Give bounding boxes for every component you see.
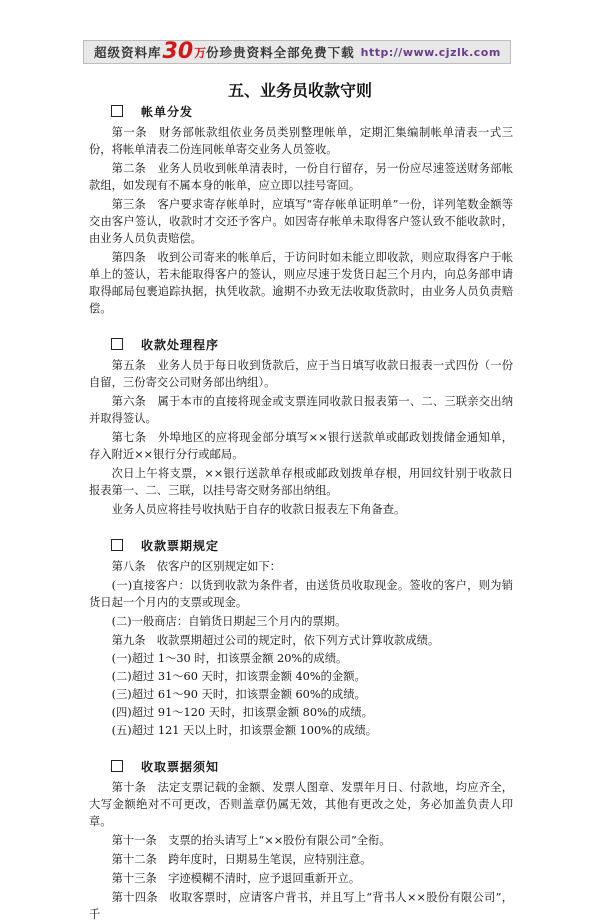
article-paragraph: 次日上午将支票，××银行送款单存根或邮政划拨单存根，用回纹针别于收款日报表第一、二、三联，以挂号寄交财务部出纳组。 [89,467,513,497]
article-paragraph: 第十二条 跨年度时，日期易生笔误，应特别注意。 [111,853,372,866]
article-paragraph: 第七条 外埠地区的应将现金部分填写××银行送款单或邮政划拨储金通知单，存入附近××银行分行或邮局。 [89,431,513,461]
article-paragraph: (一)直接客户：以货到收款为条件者，由送货员收取现金。签收的客户，则为销货日起一个月内的支票或现金。 [89,579,513,609]
article-paragraph: 第四条 收到公司寄来的帐单后，于访问时如未能立即收款，则应取得客户于帐单上的签认，若未能取得客户的签认，则应尽速于发货日起三个月内，向总务部申请取得邮局包裹追踪执据，执凭收款。逾期不办致无法收取货款时，由业务人员负责赔偿。 [89,251,513,315]
section-heading: 收取票据须知 [89,759,513,775]
banner-unit: 万 [194,45,207,60]
article-paragraph: 第一条 财务部帐款组依业务员类别整理帐单，定期汇集编制帐单清表一式三份，将帐单清表二份连同帐单寄交业务人员签收。 [89,126,513,156]
article-paragraph: 第九条 收款票期超过公司的规定时，依下列方式计算收款成绩。 [111,634,440,647]
article-paragraph: 第十三条 字迹模糊不清时，应予退回重新开立。 [111,872,361,885]
checkbox-square-icon [111,105,123,117]
download-banner[interactable] [83,40,511,64]
article-paragraph: 第十一条 支票的抬头请写上“××股份有限公司”全衔。 [111,834,391,847]
section-heading: 收款票期规定 [89,538,513,554]
checkbox-square-icon [111,760,123,772]
banner-url[interactable]: http://www.cjzlk.com [360,45,501,59]
banner-number: 30 [162,40,194,64]
article-paragraph: (二)一般商店：自销货日期起三个月内的票期。 [111,615,347,628]
article-paragraph: 业务人员应将挂号收执贴于自存的收款日报表左下角备查。 [111,503,406,516]
article-paragraph: 第八条 依客户的区别规定如下： [111,560,282,573]
article-paragraph: 第十四条 收取客票时，应请客户背书，并且写上“背书人××股份有限公司”，千 [89,891,513,921]
list-item: (四)超过 91～120 天时，扣该票金额 80%的成绩。 [111,706,373,719]
article-paragraph: 第五条 业务人员于每日收到货款后，应于当日填写收款日报表一式四份（一份自留，三份寄交公司财务部出纳组）。 [89,359,513,389]
banner-suffix: 份珍贵资料全部免费下载 [206,45,355,60]
list-item: (三)超过 61～90 天时，扣该票金额 60%的成绩。 [111,688,366,701]
list-item: (一)超过 1～30 时，扣该票金额 20%的成绩。 [111,652,348,665]
article-paragraph: 第六条 属于本市的直接将现金或支票连同收款日报表第一、二、三联亲交出纳并取得签认。 [89,395,513,425]
article-paragraph: 第三条 客户要求寄存帐单时，应填写“寄存帐单证明单”一份，详列笔数金额等交由客户签认，收款时才交还予客户。如因寄存帐单未取得客户签认致不能收款时，由业务人员负责赔偿。 [89,198,513,245]
list-item: (二)超过 31～60 天时，扣该票金额 40%的金额。 [111,670,366,683]
article-paragraph: 第二条 业务人员收到帐单清表时，一份自行留存，另一份应尽速签送财务部帐款组，如发现有不属本身的帐单，应立即以挂号寄回。 [89,162,513,192]
article-paragraph: 第十条 法定支票记载的金额、发票人图章、发票年月日、付款地，均应齐全，大写金额绝对不可更改，否则盖章仍属无效，其他有更改之处，务必加盖负责人印章。 [89,781,513,828]
checkbox-square-icon [111,539,123,551]
banner-prefix: 超级资料库 [94,45,162,60]
section-heading: 帐单分发 [89,104,513,120]
list-item: (五)超过 121 天以上时，扣该票金额 100%的成绩。 [111,724,378,737]
checkbox-square-icon [111,338,123,350]
section-heading: 收款处理程序 [89,337,513,353]
page-title: 五、业务员收款守则 [227,81,372,100]
document-body [89,104,513,923]
